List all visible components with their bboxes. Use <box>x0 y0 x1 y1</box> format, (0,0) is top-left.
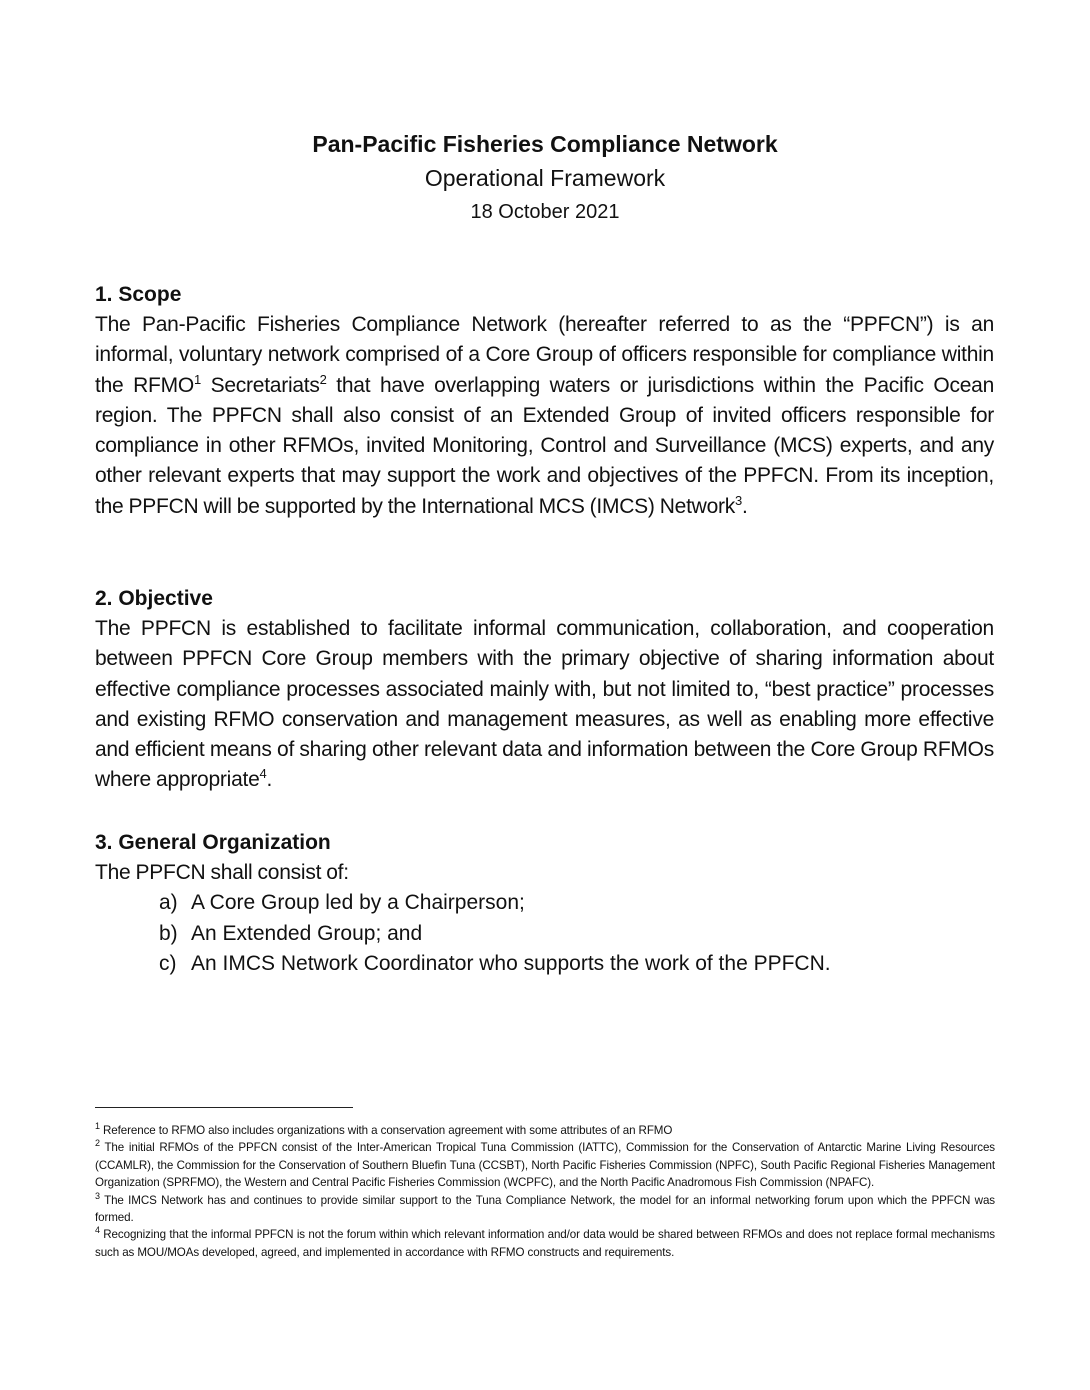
footnote-text: Recognizing that the informal PPFCN is not the forum within which relevant information and/or data would be shared between RFMOs and does not replace formal mechanisms such as MOU/MOAs developed, agreed, and implemented in accordance with RFMO constructs and requirements. <box>95 1228 995 1259</box>
footnote-ref[interactable]: 1 <box>193 371 201 387</box>
list-item-text: A Core Group led by a Chairperson; <box>191 891 525 915</box>
paragraph-text: The Pan-Pacific Fisheries Compliance Network (hereafter referred to as the “PPFCN”) is an informal, voluntary network comprised of a Core Group of officers responsible for compliance within the RFMO <box>95 313 994 397</box>
footnote-number: 3 <box>95 1190 100 1201</box>
list-marker: c) <box>159 952 177 976</box>
footnote-ref[interactable]: 2 <box>319 371 327 387</box>
section-paragraph <box>95 614 994 796</box>
paragraph-text: . <box>266 768 273 792</box>
footnotes <box>95 1122 995 1261</box>
document-subtitle: Operational Framework <box>424 165 666 191</box>
footnote-text: The initial RFMOs of the PPFCN consist of the Inter-American Tropical Tuna Commission (IATTC), Commission for the Conservation of Antarctic Marine Living Resources (CCAMLR), the Commission for the Conservation of Southern Bluefin Tuna (CCSBT), North Pacific Fisheries Commission (NPFC), South Pacific Regional Fisheries Management Organization (SPRFMO), the Western and Central Pacific Fisheries Commission (WCPFC), and the North Pacific Anadromous Fish Commission (NPAFC). <box>95 1141 995 1190</box>
list-item <box>95 888 994 919</box>
list-item-text: An Extended Group; and <box>191 921 423 945</box>
footnote <box>95 1122 995 1139</box>
footnote-number: 4 <box>95 1225 100 1236</box>
list-item-text: An IMCS Network Coordinator who supports the work of the PPFCN. <box>191 952 831 976</box>
document-title: Pan-Pacific Fisheries Compliance Network <box>312 131 778 157</box>
document-header <box>0 128 1090 228</box>
section-general-organization <box>95 828 994 980</box>
footnote <box>95 1139 995 1191</box>
section-objective <box>95 584 994 796</box>
section-heading: 2. Objective <box>95 587 213 610</box>
section-heading: 1. Scope <box>95 283 182 306</box>
section-scope <box>95 280 994 522</box>
paragraph-text: that have overlapping waters or jurisdictions within the Pacific Ocean region. The PPFCN shall also consist of an Extended Group of invited officers responsible for compliance in other RFMOs, invited Monitoring, Control and Surveillance (MCS) experts, and any other relevant experts that may support the work and objectives of the PPFCN. From its inception, the PPFCN will be supported by the International MCS (IMCS) Network <box>95 373 994 518</box>
footnote-text: Reference to RFMO also includes organizations with a conservation agreement with some attributes of an RFMO <box>99 1124 673 1137</box>
section-intro: The PPFCN shall consist of: <box>95 861 349 884</box>
paragraph-text: The PPFCN is established to facilitate informal communication, collaboration, and cooperation between PPFCN Core Group members with the primary objective of sharing information about effective compliance processes associated mainly with, but not limited to, “best practice” processes and existing RFMO conservation and management measures, as well as enabling more effective and efficient means of sharing other relevant data and information between the Core Group RFMOs where appropriate <box>95 617 994 792</box>
footnote-ref[interactable]: 4 <box>259 766 267 782</box>
list-marker: b) <box>159 921 178 945</box>
section-paragraph <box>95 310 994 522</box>
list-marker: a) <box>159 891 178 915</box>
paragraph-text: Secretariats <box>200 373 320 397</box>
footnote-number: 1 <box>95 1121 100 1132</box>
list-item <box>95 919 994 950</box>
organization-list <box>95 888 994 980</box>
footnote <box>95 1192 995 1227</box>
section-heading: 3. General Organization <box>95 831 331 854</box>
footnote-ref[interactable]: 3 <box>735 492 742 508</box>
footnote <box>95 1226 995 1261</box>
footnote-divider <box>95 1107 353 1108</box>
footnote-text: The IMCS Network has and continues to provide similar support to the Tuna Compliance Network, the model for an informal networking forum upon which the PPFCN was formed. <box>95 1193 995 1225</box>
list-item <box>95 949 994 980</box>
footnote-number: 2 <box>95 1138 100 1149</box>
paragraph-text: . <box>742 494 748 518</box>
document-date: 18 October 2021 <box>470 201 620 223</box>
